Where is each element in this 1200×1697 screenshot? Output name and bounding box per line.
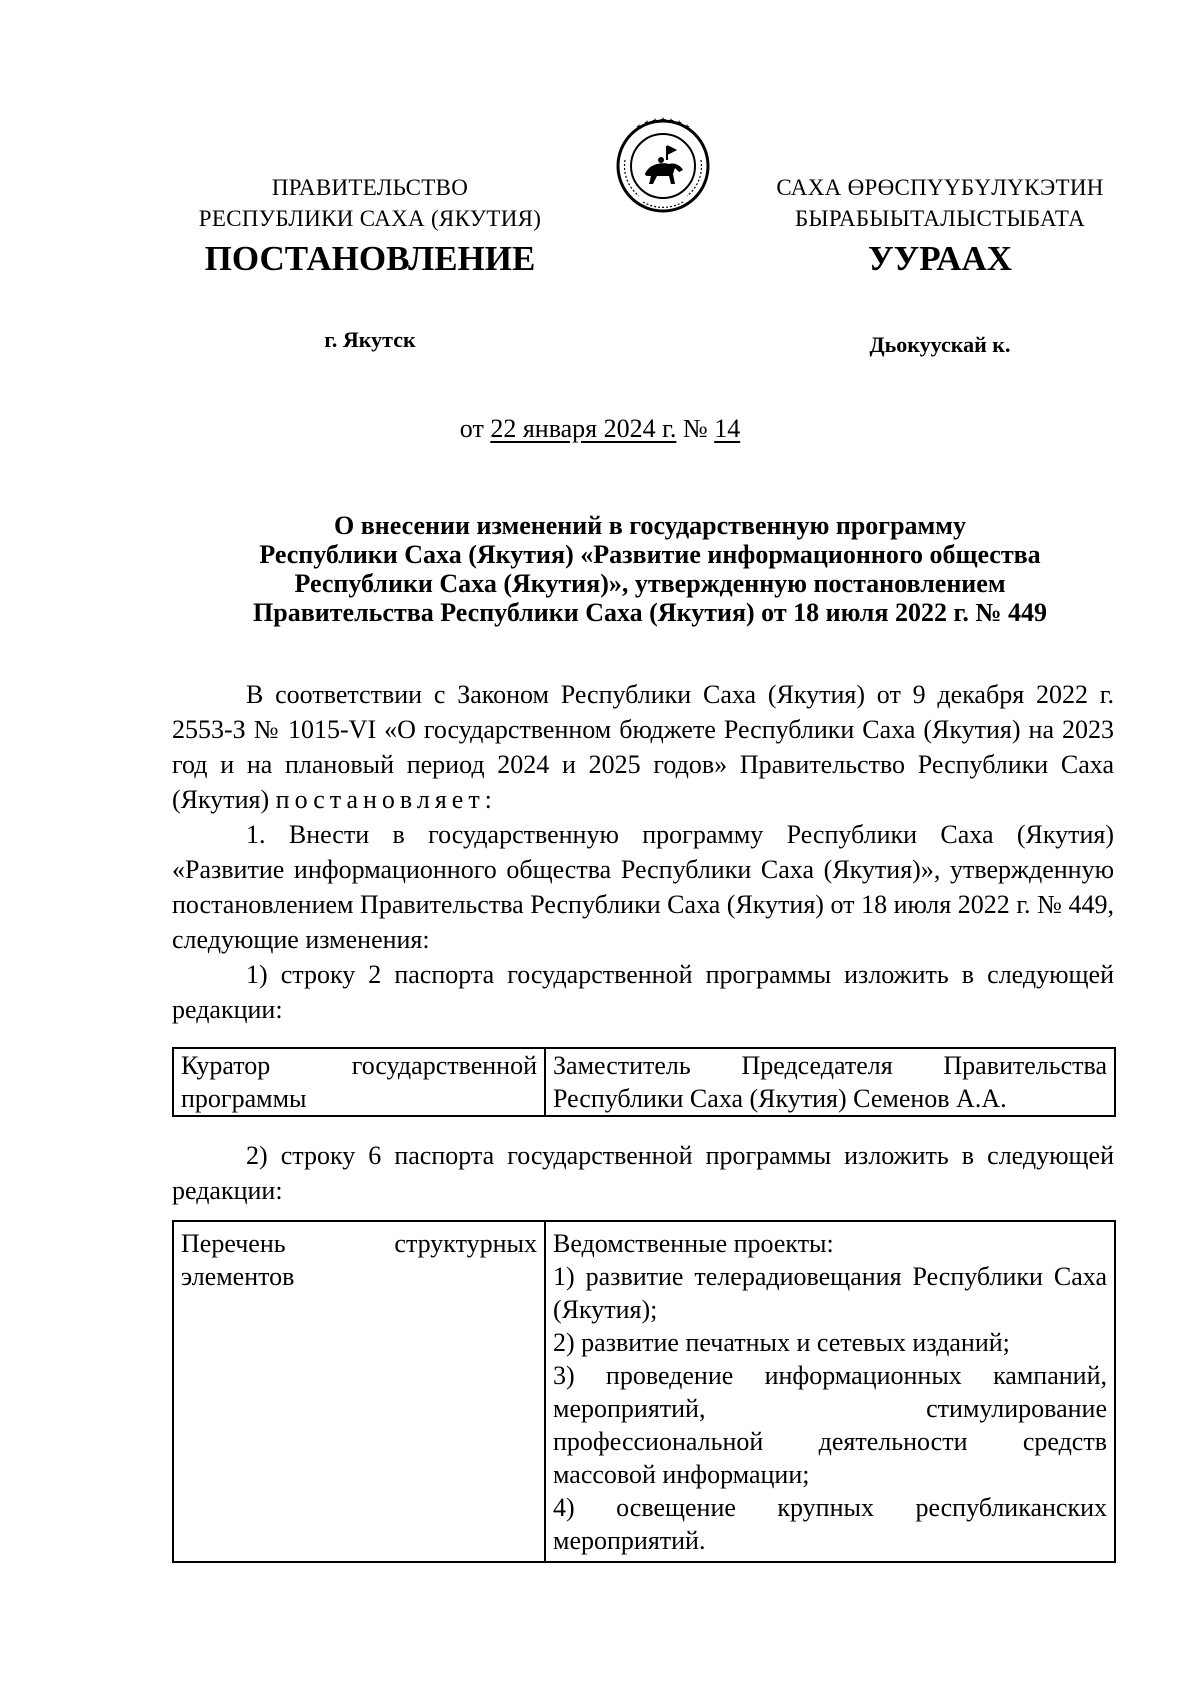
list-item: 3) проведение информационных кампаний, мероприятий, стимулирование профессиональной деятельности средств массовой информации;	[553, 1361, 1107, 1489]
title-line: Республики Саха (Якутия) «Развитие информационного общества	[259, 540, 1041, 569]
date-prefix: от	[459, 414, 491, 443]
list-item: 1) развитие телерадиовещания Республики Саха (Якутия);	[553, 1262, 1107, 1324]
document-body	[172, 677, 1114, 1027]
document-type-russian: ПОСТАНОВЛЕНИЕ	[204, 239, 536, 278]
title-line: О внесении изменений в государственную программу	[334, 511, 966, 540]
document-number: 14	[714, 414, 741, 443]
title-line: Правительства Республики Саха (Якутия) от 18 июля 2022 г. № 449	[253, 598, 1047, 627]
list-item: 4) освещение крупных республиканских мероприятий.	[553, 1493, 1107, 1555]
subitem-2-paragraph: 2) строку 6 паспорта государственной программы изложить в следующей редакции:	[172, 1141, 1114, 1205]
org-name-line: БЫРАБЫЫТАЛЫСТЫБАТА	[794, 206, 1086, 231]
org-name-russian	[170, 172, 570, 234]
passport-row-2-table	[172, 1047, 1116, 1117]
city-yakut: Дьокуускай к.	[869, 332, 1011, 357]
document-date: 22 января 2024 г.	[490, 414, 677, 443]
item-1-paragraph: 1. Внести в государственную программу Республики Саха (Якутия) «Развитие информационного общества Республики Саха (Якутия)», утвержденную постановлением Правительства Республики Саха (Якутия) от 18 июля 2022 г. № 449, следующие изменения:	[172, 820, 1114, 954]
preamble-text: В соответствии с Законом Республики Саха (Якутия) от 9 декабря 2022 г. 2553-З № 1015-VI «О государственном бюджете Республики Саха (Якутия) на 2023 год и на плановый период 2024 и 2025 годов» Правительство Республики Саха (Якутия)	[172, 680, 1114, 814]
document-title	[170, 511, 1130, 627]
passport-row-6-table	[172, 1220, 1116, 1563]
document-type-yakut: УУРААХ	[867, 239, 1013, 278]
org-name-yakut	[740, 172, 1140, 234]
table-cell-value	[545, 1221, 1115, 1562]
subitem-1-paragraph: 1) строку 2 паспорта государственной программы изложить в следующей редакции:	[172, 960, 1114, 1024]
table-row	[173, 1221, 1115, 1562]
list-item: Ведомственные проекты:	[553, 1229, 834, 1258]
city-russian: г. Якутск	[324, 327, 416, 352]
table-cell-label: Куратор государственной программы	[173, 1048, 545, 1116]
coat-of-arms-icon	[609, 110, 717, 218]
subitem-2-block	[172, 1138, 1114, 1208]
table-row	[173, 1048, 1115, 1116]
number-sign: №	[676, 414, 715, 443]
list-item: 2) развитие печатных и сетевых изданий;	[553, 1328, 1010, 1357]
table-cell-label: Перечень структурных элементов	[173, 1221, 545, 1562]
preamble-paragraph	[172, 677, 1114, 817]
document-date-number	[0, 413, 1200, 445]
title-line: Республики Саха (Якутия)», утвержденную постановлением	[294, 569, 1006, 598]
org-name-line: ПРАВИТЕЛЬСТВО	[271, 175, 469, 200]
org-name-line: САХА ӨРӨСПҮҮБҮЛҮКЭТИН	[776, 175, 1104, 200]
resolves-word: постановляет:	[275, 785, 497, 814]
table-cell-value: Заместитель Председателя Правительства Республики Саха (Якутия) Семенов А.А.	[545, 1048, 1115, 1116]
org-name-line: РЕСПУБЛИКИ САХА (ЯКУТИЯ)	[198, 206, 542, 231]
